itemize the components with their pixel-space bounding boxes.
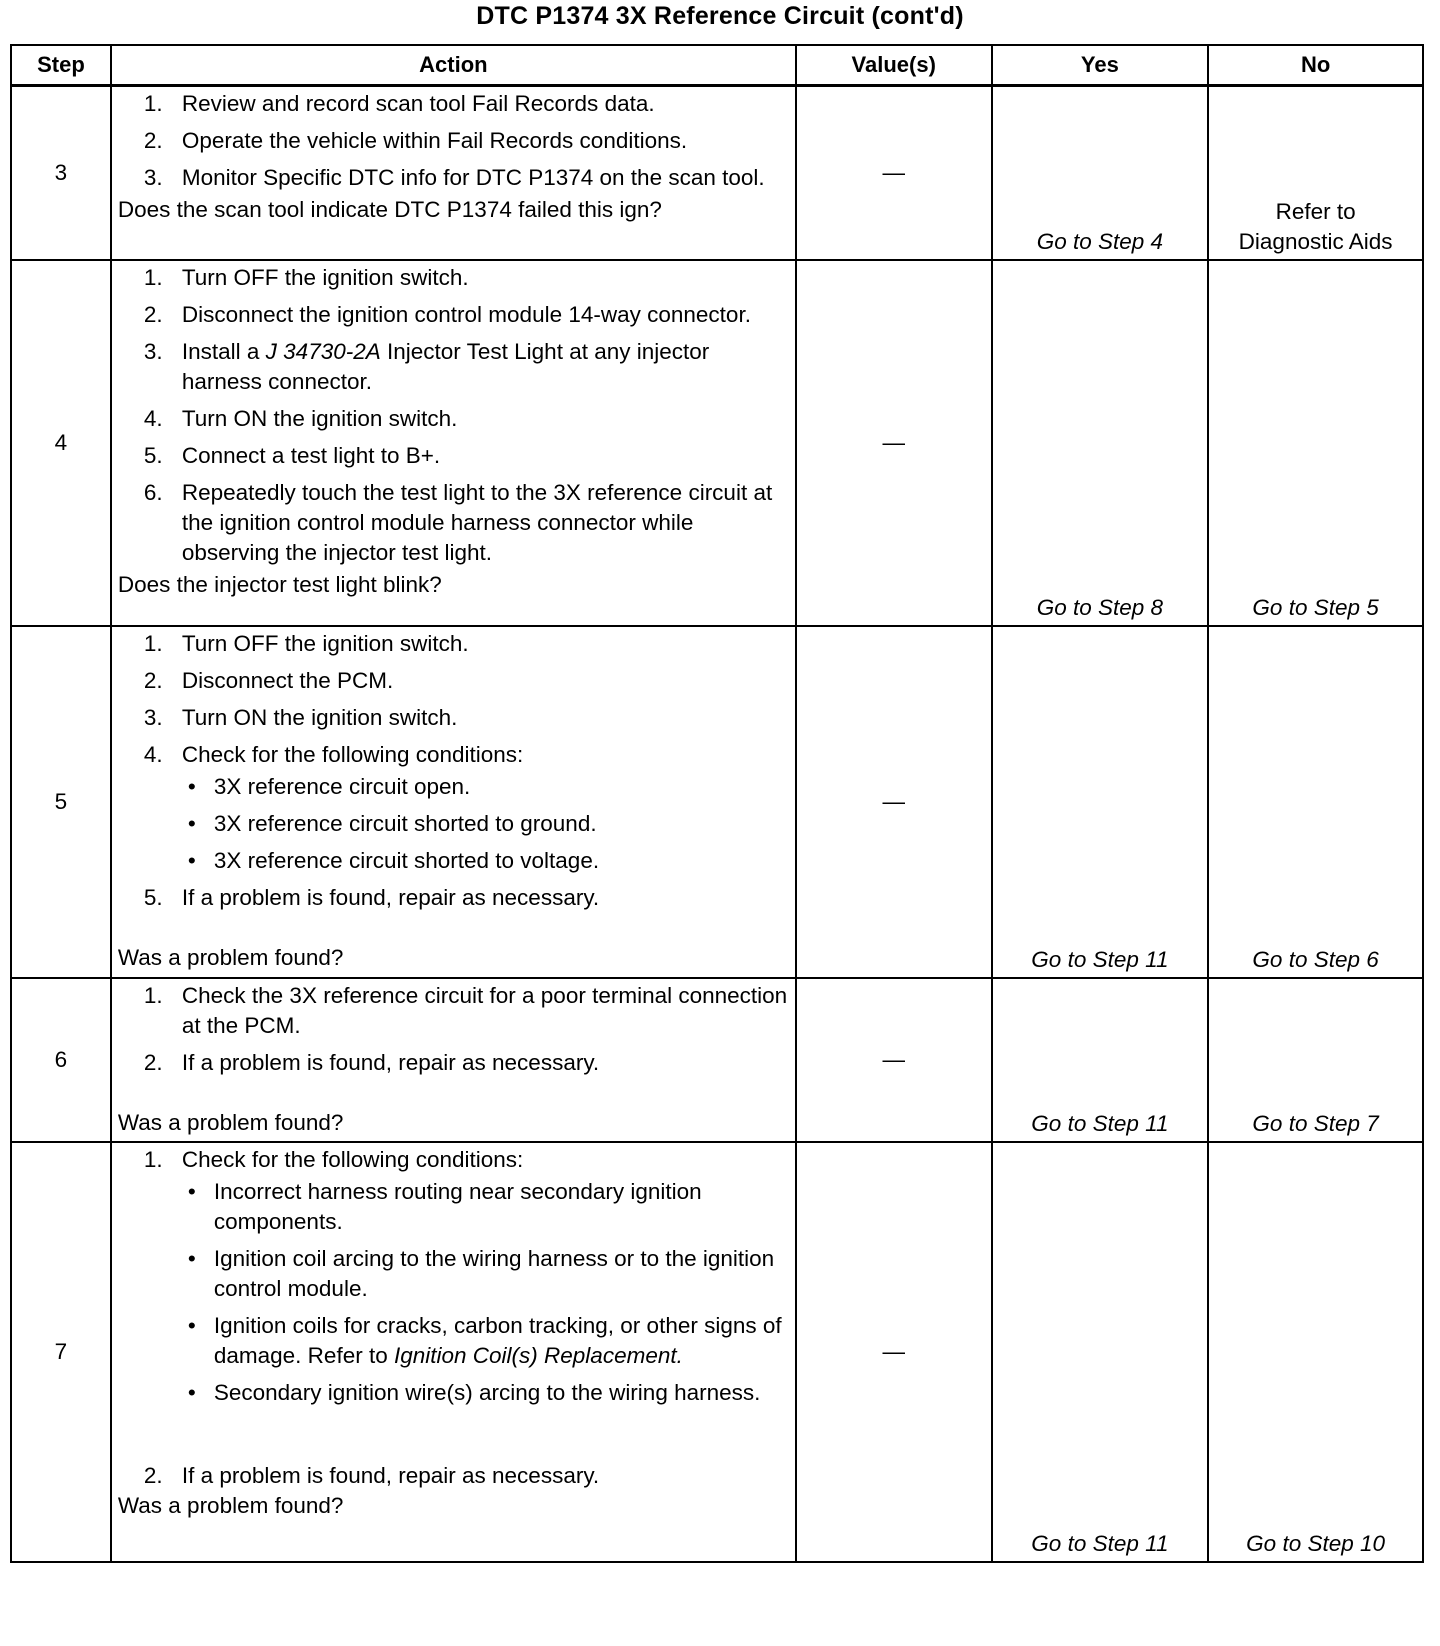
action-item: 2. If a problem is found, repair as necessary.: [143, 1049, 600, 1075]
yes-cell: Go to Step 11: [992, 626, 1209, 978]
action-item: 2. If a problem is found, repair as necessary.: [143, 1462, 600, 1488]
action-item: 5. If a problem is found, repair as necessary.: [143, 884, 600, 910]
table-row-step-3: [11, 86, 1423, 260]
no-cell: Go to Step 5: [1208, 260, 1423, 626]
step-number: 4: [11, 260, 111, 626]
table-row-step-4: [11, 260, 1423, 626]
bullet-item: • Ignition coils for cracks, carbon tracking, or other signs of damage. Refer to Ignition Coil(s) Replacement.: [187, 1312, 782, 1368]
value-cell: —: [796, 86, 992, 260]
question: Does the scan tool indicate DTC P1374 failed this ign?: [117, 197, 662, 222]
page-title: DTC P1374 3X Reference Circuit (cont'd): [476, 2, 964, 30]
yes-cell: Go to Step 11: [992, 1142, 1209, 1562]
action-item: 1. Turn OFF the ignition switch.: [143, 264, 469, 290]
no-cell-line: Diagnostic Aids: [1238, 228, 1393, 254]
no-cell: Go to Step 6: [1208, 626, 1423, 978]
question: Does the injector test light blink?: [117, 571, 442, 597]
table-row-step-5: [11, 626, 1423, 978]
header-values: Value(s): [796, 45, 992, 86]
header-action: Action: [111, 45, 796, 86]
yes-cell: Go to Step 4: [992, 86, 1209, 260]
bullet-item: • 3X reference circuit shorted to ground.: [187, 810, 597, 836]
action-item: 6. Repeatedly touch the test light to the 3X reference circuit at the ignition control module harness connector while observing the injector test light.: [143, 479, 773, 565]
question: Was a problem found?: [117, 1492, 344, 1518]
action-item: 5. Connect a test light to B+.: [143, 442, 441, 468]
bullet-item: • 3X reference circuit shorted to voltage.: [187, 847, 600, 873]
action-item: 2. Disconnect the ignition control module 14-way connector.: [143, 301, 751, 327]
action-item: 4. Turn ON the ignition switch.: [143, 405, 458, 431]
step-number: 6: [11, 978, 111, 1142]
header-row: [11, 45, 1423, 86]
bullet-item: • Secondary ignition wire(s) arcing to the wiring harness.: [187, 1379, 761, 1405]
question: Was a problem found?: [117, 944, 344, 970]
action-item: 1. Check for the following conditions: • Incorrect harness routing near secondary ignition components. • Ignition coil arcing to the wiring harness or to the ignition control module. • Ignition coils for cracks, carbon tracking, or other signs of damage. Refer to Ignition Coil(s) Replacement. • Secondary ignition wire(s) arcing to the wiring harness.: [116, 1145, 791, 1408]
action-item: 1. Review and record scan tool Fail Records data.: [143, 91, 655, 116]
action-cell: [111, 1142, 796, 1562]
header-yes: Yes: [992, 45, 1209, 86]
table-row-step-7: [11, 1142, 1423, 1562]
step-number: 7: [11, 1142, 111, 1562]
bullet-item: • Incorrect harness routing near secondary ignition components.: [187, 1178, 702, 1234]
value-cell: —: [796, 978, 992, 1142]
value-cell: —: [796, 626, 992, 978]
no-cell: [1208, 86, 1423, 260]
yes-cell: Go to Step 8: [992, 260, 1209, 626]
no-cell: Go to Step 10: [1208, 1142, 1423, 1562]
action-item: 1. Check the 3X reference circuit for a poor terminal connection at the PCM.: [143, 982, 788, 1038]
action-cell: [111, 86, 796, 260]
no-cell-line: Refer to: [1275, 198, 1356, 224]
action-item: 3. Turn ON the ignition switch.: [143, 704, 458, 730]
table-row-step-6: [11, 978, 1423, 1142]
action-cell: [111, 260, 796, 626]
action-item: 2. Operate the vehicle within Fail Records conditions.: [143, 128, 688, 153]
action-item: 4. Check for the following conditions: • 3X reference circuit open. • 3X reference circuit shorted to ground. • 3X reference circuit shorted to voltage.: [116, 740, 791, 876]
action-cell: [111, 626, 796, 978]
step-number: 5: [11, 626, 111, 978]
value-cell: —: [796, 1142, 992, 1562]
value-cell: —: [796, 260, 992, 626]
header-no: No: [1208, 45, 1423, 86]
no-cell: Go to Step 7: [1208, 978, 1423, 1142]
action-cell: [111, 978, 796, 1142]
yes-cell: Go to Step 11: [992, 978, 1209, 1142]
action-item: 1. Turn OFF the ignition switch.: [143, 630, 469, 656]
bullet-item: • 3X reference circuit open.: [187, 773, 471, 799]
diagnostic-table: [10, 44, 1424, 1563]
action-item: 2. Disconnect the PCM.: [143, 667, 394, 693]
action-item: 3. Install a J 34730-2A Injector Test Light at any injector harness connector.: [143, 338, 710, 394]
action-item: 3. Monitor Specific DTC info for DTC P1374 on the scan tool.: [143, 165, 765, 190]
bullet-item: • Ignition coil arcing to the wiring harness or to the ignition control module.: [187, 1245, 775, 1301]
question: Was a problem found?: [117, 1109, 344, 1135]
header-step: Step: [11, 45, 111, 86]
step-number: 3: [11, 86, 111, 260]
